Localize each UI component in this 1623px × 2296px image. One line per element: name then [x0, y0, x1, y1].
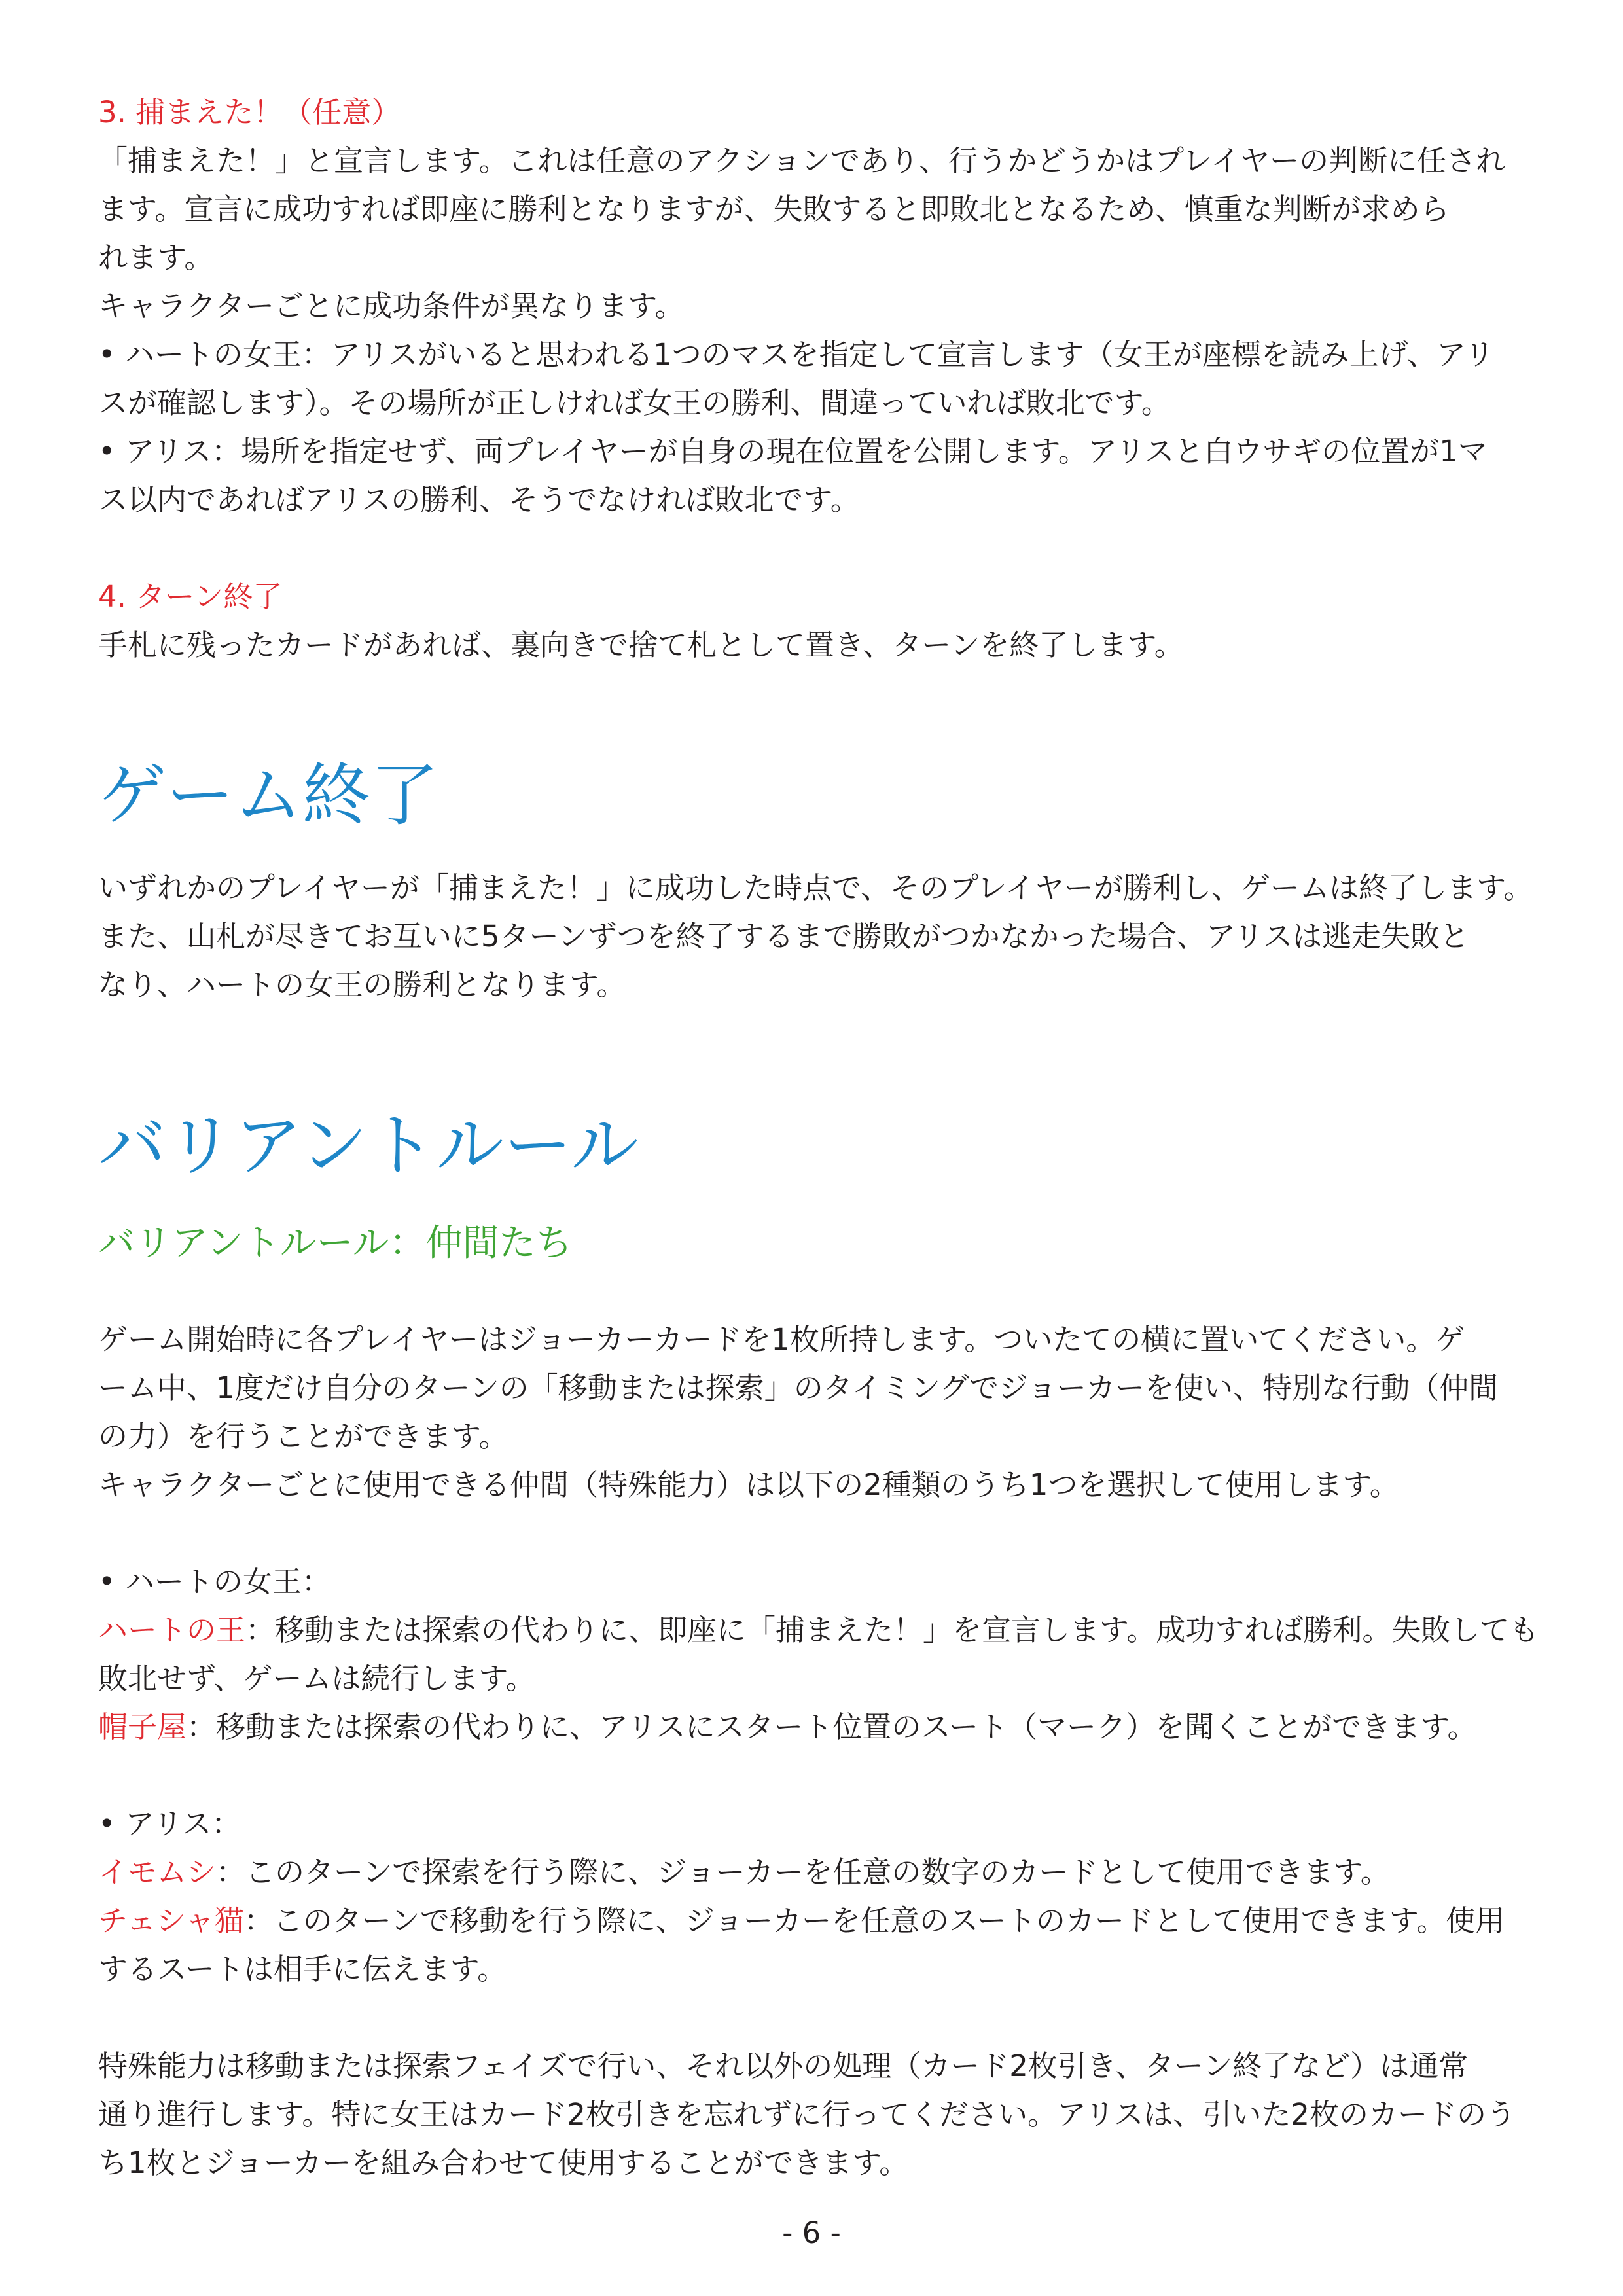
- step3-line: • ハートの女王：アリスがいると思われる1つのマスを指定して宣言します（女王が座標を読み上げ、アリ: [98, 337, 1495, 372]
- closing-line: 通り進行します。特に女王はカード2枚引きを忘れずに行ってください。アリスは、引いた2枚のカードのう: [98, 2097, 1516, 2132]
- step4-line: 手札に残ったカードがあれば、裏向きで捨て札として置き、ターンを終了します。: [98, 628, 1184, 662]
- variant-intro: [98, 1316, 1498, 1509]
- queen-ability-1: [98, 1606, 1539, 1655]
- step3-line: スが確認します）。その場所が正しければ女王の勝利、間違っていれば敗北です。: [98, 386, 1171, 420]
- step4-section: [98, 573, 1184, 670]
- ability-text: ：このターンで移動を行う際に、ジョーカーを任意のスートのカードとして使用できます。使用: [243, 1903, 1505, 1938]
- alice-abilities: [98, 1800, 1505, 1994]
- queen-abilities: [98, 1558, 1539, 1751]
- variant-closing: [98, 2042, 1516, 2187]
- step3-line: キャラクターごとに成功条件が異なります。: [98, 289, 685, 323]
- game-end-line: なり、ハートの女王の勝利となります。: [98, 967, 626, 1002]
- variant-title: バリアントルール: [98, 1105, 639, 1185]
- queen-ability-1-cont: 敗北せず、ゲームは続行します。: [98, 1661, 535, 1696]
- page-number: - 6 -: [782, 2215, 841, 2250]
- game-end-title: ゲーム終了: [98, 755, 439, 835]
- step3-line: • アリス：場所を指定せず、両プレイヤーが自身の現在位置を公開します。アリスと白ウサギの位置が1マ: [98, 434, 1488, 469]
- alice-ability-1: [98, 1848, 1505, 1897]
- ability-text: ：このターンで探索を行う際に、ジョーカーを任意の数字のカードとして使用できます。: [216, 1855, 1390, 1890]
- variant-intro-line: ーム中、1度だけ自分のターンの「移動または探索」のタイミングでジョーカーを使い、特別な行動（仲間: [98, 1371, 1499, 1405]
- ability-name: チェシャ猫: [98, 1903, 244, 1938]
- queen-ability-2: [98, 1703, 1539, 1751]
- step3-line: 「捕まえた！」と宣言します。これは任意のアクションであり、行うかどうかはプレイヤーの判断に任され: [98, 143, 1506, 178]
- closing-line: ち1枚とジョーカーを組み合わせて使用することができます。: [98, 2145, 909, 2180]
- alice-ability-2-cont: するスートは相手に伝えます。: [98, 1952, 507, 1986]
- variant-subtitle: バリアントルール：仲間たち: [98, 1222, 573, 1265]
- alice-ability-2: [98, 1897, 1505, 1945]
- variant-intro-line: キャラクターごとに使用できる仲間（特殊能力）は以下の2種類のうち1つを選択して使用します。: [98, 1467, 1399, 1502]
- closing-line: 特殊能力は移動または探索フェイズで行い、それ以外の処理（カード2枚引き、ターン終了など）は通常: [98, 2049, 1469, 2083]
- alice-label: • アリス：: [98, 1806, 241, 1841]
- ability-name: イモムシ: [98, 1855, 217, 1890]
- ability-name: ハートの王: [98, 1613, 246, 1647]
- step3-line: ス以内であればアリスの勝利、そうでなければ敗北です。: [98, 482, 860, 517]
- variant-intro-line: の力）を行うことができます。: [98, 1419, 508, 1454]
- game-end-line: また、山札が尽きてお互いに5ターンずつを終了するまで勝敗がつかなかった場合、アリスは逃走失敗と: [98, 919, 1470, 954]
- step3-heading: 3. 捕まえた！（任意）: [98, 95, 401, 130]
- ability-text: ：移動または探索の代わりに、即座に「捕まえた！」を宣言します。成功すれば勝利。失敗しても: [245, 1613, 1539, 1647]
- step3-section: [98, 88, 1505, 524]
- document-page: [98, 0, 1538, 2296]
- ability-name: 帽子屋: [98, 1710, 187, 1744]
- variant-intro-line: ゲーム開始時に各プレイヤーはジョーカーカードを1枚所持します。ついたての横に置いてください。ゲ: [98, 1322, 1465, 1357]
- game-end-body: [98, 864, 1533, 1009]
- step3-line: ます。宣言に成功すれば即座に勝利となりますが、失敗すると即敗北となるため、慎重な判断が求めら: [98, 192, 1450, 226]
- game-end-line: いずれかのプレイヤーが「捕まえた！」に成功した時点で、そのプレイヤーが勝利し、ゲームは終了します。: [98, 870, 1533, 905]
- step3-line: れます。: [98, 240, 214, 275]
- step4-heading: 4. ターン終了: [98, 579, 283, 614]
- queen-label: • ハートの女王：: [98, 1564, 331, 1599]
- ability-text: ：移動または探索の代わりに、アリスにスタート位置のスート（マーク）を聞くことができます。: [187, 1710, 1477, 1744]
